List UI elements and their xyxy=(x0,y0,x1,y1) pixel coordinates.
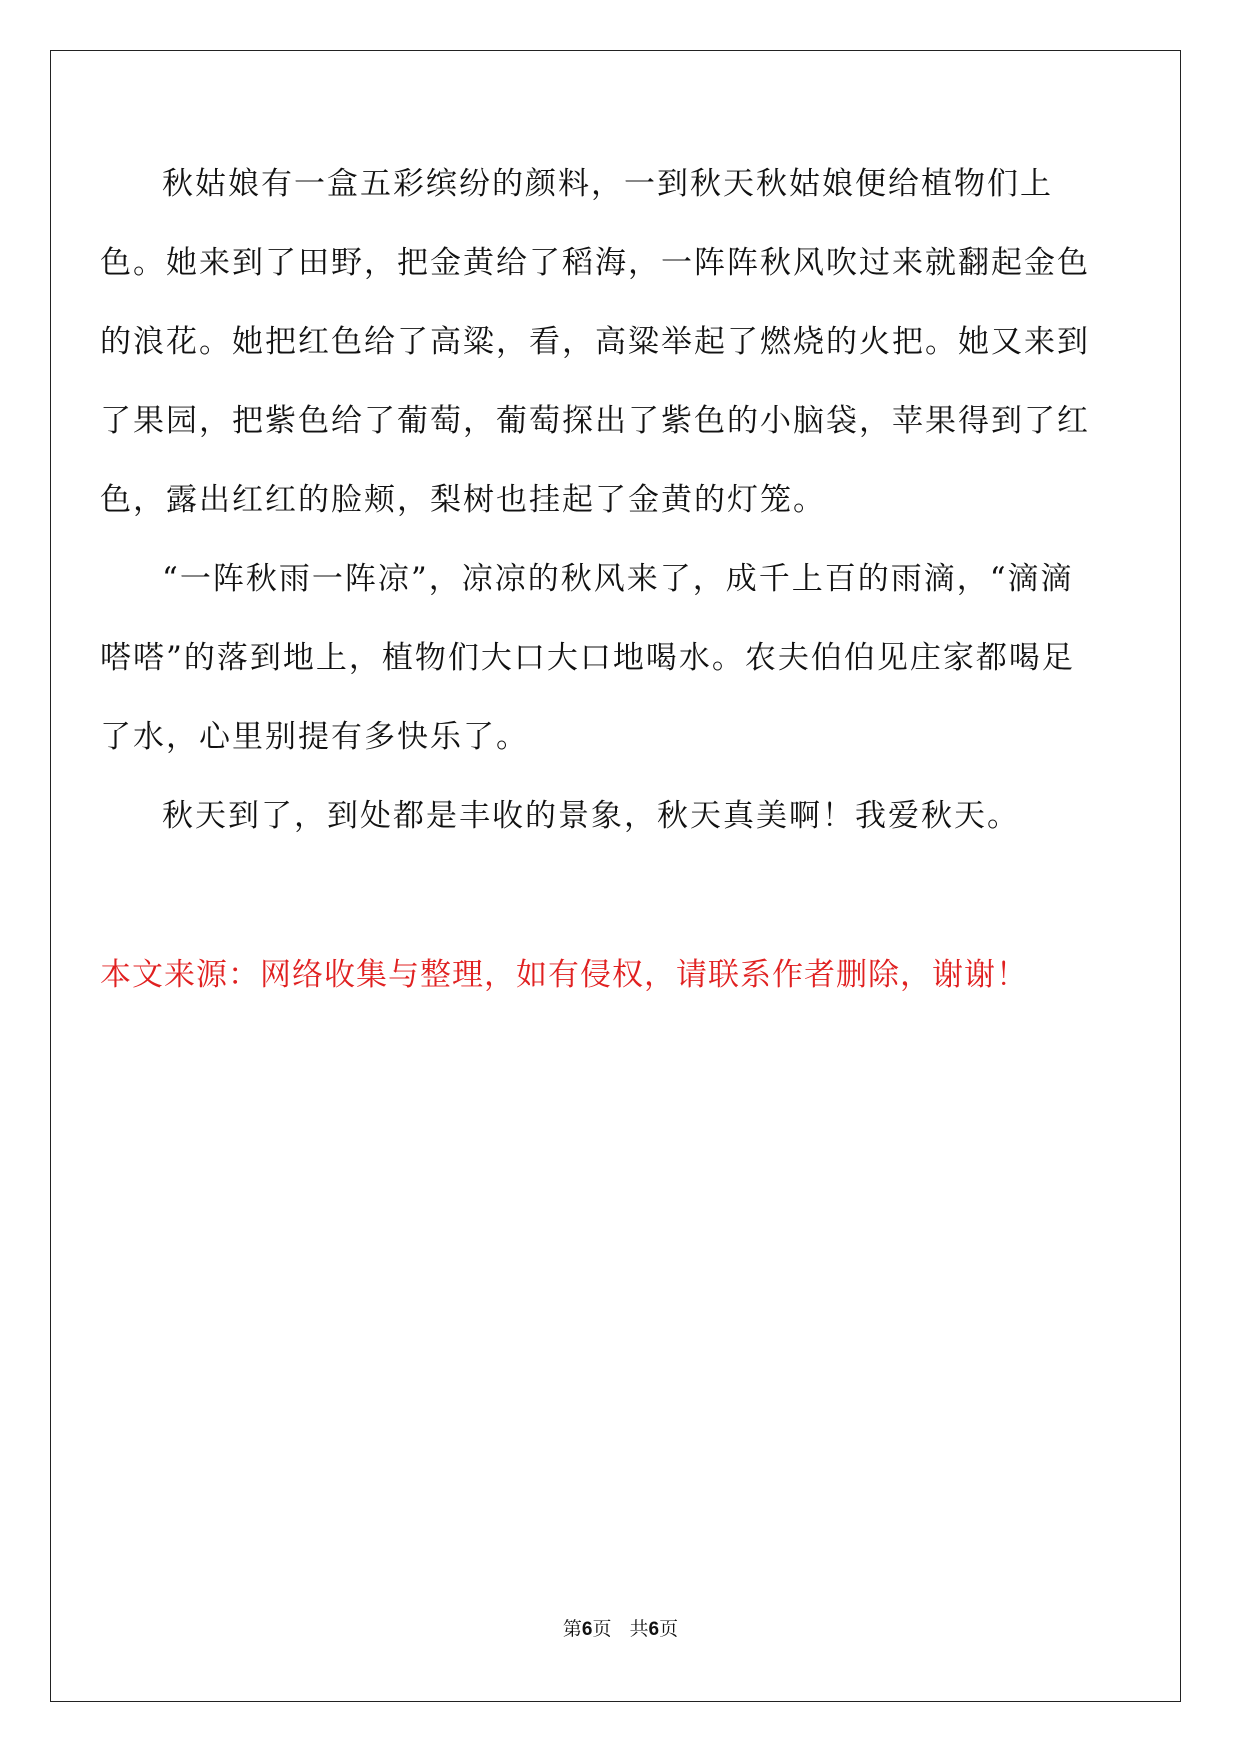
total-suffix: 页 xyxy=(659,1618,679,1640)
paragraph-2: “一阵秋雨一阵凉”，凉凉的秋风来了，成千上百的雨滴，“滴滴嗒嗒”的落到地上，植物们大口大口地喝水。农夫伯伯见庄家都喝足了水，心里别提有多快乐了。 xyxy=(100,561,1075,755)
total-pages: 6 xyxy=(648,1619,660,1640)
document-body xyxy=(100,145,1090,856)
paragraph-1: 秋姑娘有一盒五彩缤纷的颜料，一到秋天秋姑娘便给植物们上色。她来到了田野，把金黄给了稻海，一阵阵秋风吹过来就翻起金色的浪花。她把红色给了高粱，看，高粱举起了燃烧的火把。她又来到了果园，把紫色给了葡萄，葡萄探出了紫色的小脑袋，苹果得到了红色，露出红红的脸颊，梨树也挂起了金黄的灯笼。 xyxy=(100,166,1090,518)
page-prefix: 第 xyxy=(562,1618,582,1640)
page-suffix: 页 xyxy=(592,1618,612,1640)
source-note: 本文来源：网络收集与整理，如有侵权，请联系作者删除，谢谢！ xyxy=(100,957,1028,993)
total-prefix: 共 xyxy=(629,1618,649,1640)
page-number: 6 xyxy=(581,1619,593,1640)
paragraph-3: 秋天到了，到处都是丰收的景象，秋天真美啊！我爱秋天。 xyxy=(162,798,1020,834)
page-footer xyxy=(0,1617,1241,1642)
